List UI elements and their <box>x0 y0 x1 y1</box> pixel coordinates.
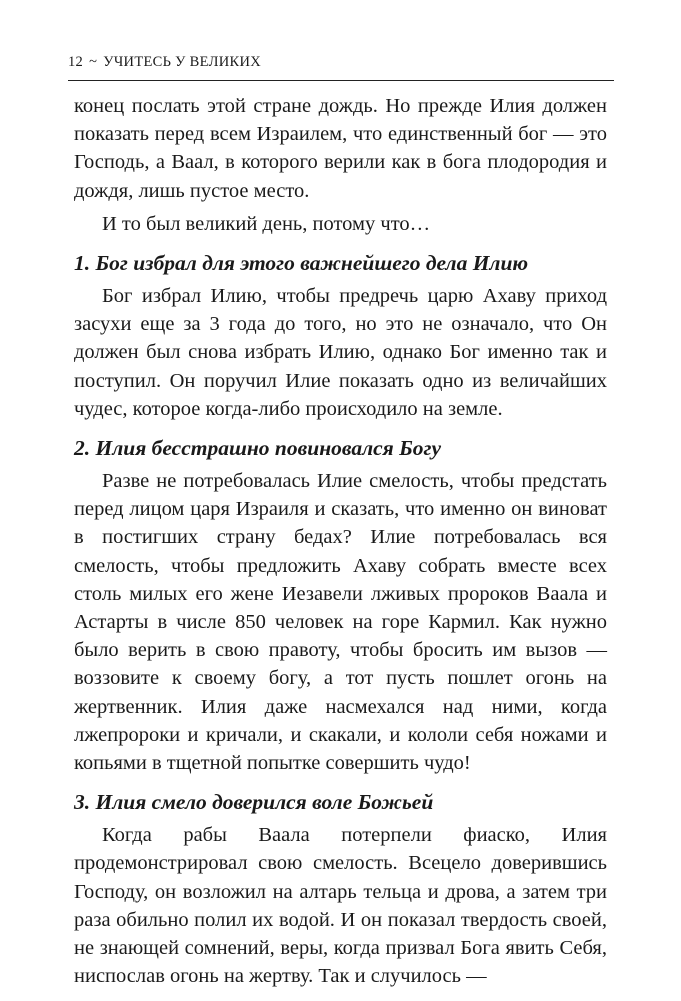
section-text-2: Разве не потребовалась Илие смелость, чтобы предстать перед лицом царя Израиля и сказать, что именно он виноват в постигших страну бедах? Илие потребовалась вся смелость, чтобы предложить Ахаву собрать вместе всех столь милых его жене Иезавели лживых пророков Ваала и Астарты в числе 850 человек на горе Кармил. Как нужно было верить в свою правоту, чтобы бросить им вызов — воззовите к своему богу, а тот пусть пошлет огонь на жертвенник. Илия даже насмехался над ними, когда лжепророки и кричали, и скакали, и кололи себя ножами и копьями в тщетной попытке совершить чудо! <box>74 470 607 775</box>
header-separator: ~ <box>89 54 98 70</box>
running-header <box>68 52 614 81</box>
section-heading-3: 3. Илия смело доверился воле Божьей <box>74 790 434 815</box>
intro-paragraph-2: И то был великий день, потому что… <box>102 212 431 235</box>
section-text-3: Когда рабы Ваала потерпели фиаско, Илия продемонстрировал свою смелость. Всецело доверившись Господу, он возложил на алтарь тельца и дрова, а затем три раза обильно полил их водой. И он показал твердость своей, не знающей сомнений, веры, когда призвал Бога явить Себя, ниспослав огонь на жертву. Так и случилось — <box>74 824 607 988</box>
section-heading-1: 1. Бог избрал для этого важнейшего дела Илию <box>74 251 529 276</box>
page-number: 12 <box>68 54 84 70</box>
running-title: УЧИТЕСЬ У ВЕЛИКИХ <box>103 54 262 70</box>
section-heading-2: 2. Илия бесстрашно повиновался Богу <box>74 436 442 461</box>
page-body <box>74 92 607 990</box>
intro-paragraph: конец послать этой стране дождь. Но прежде Илия должен показать перед всем Израилем, что единственный бог — это Господь, а Ваал, в которого верили как в бога плодородия и дождя, лишь пустое место. <box>74 95 607 202</box>
section-text-1: Бог избрал Илию, чтобы предречь царю Ахаву приход засухи еще за 3 года до того, но это не означало, что Он должен был снова избрать Илию, однако Бог именно так и поступил. Он поручил Илие показать одно из величайших чудес, которое когда-либо происходило на земле. <box>74 285 607 420</box>
